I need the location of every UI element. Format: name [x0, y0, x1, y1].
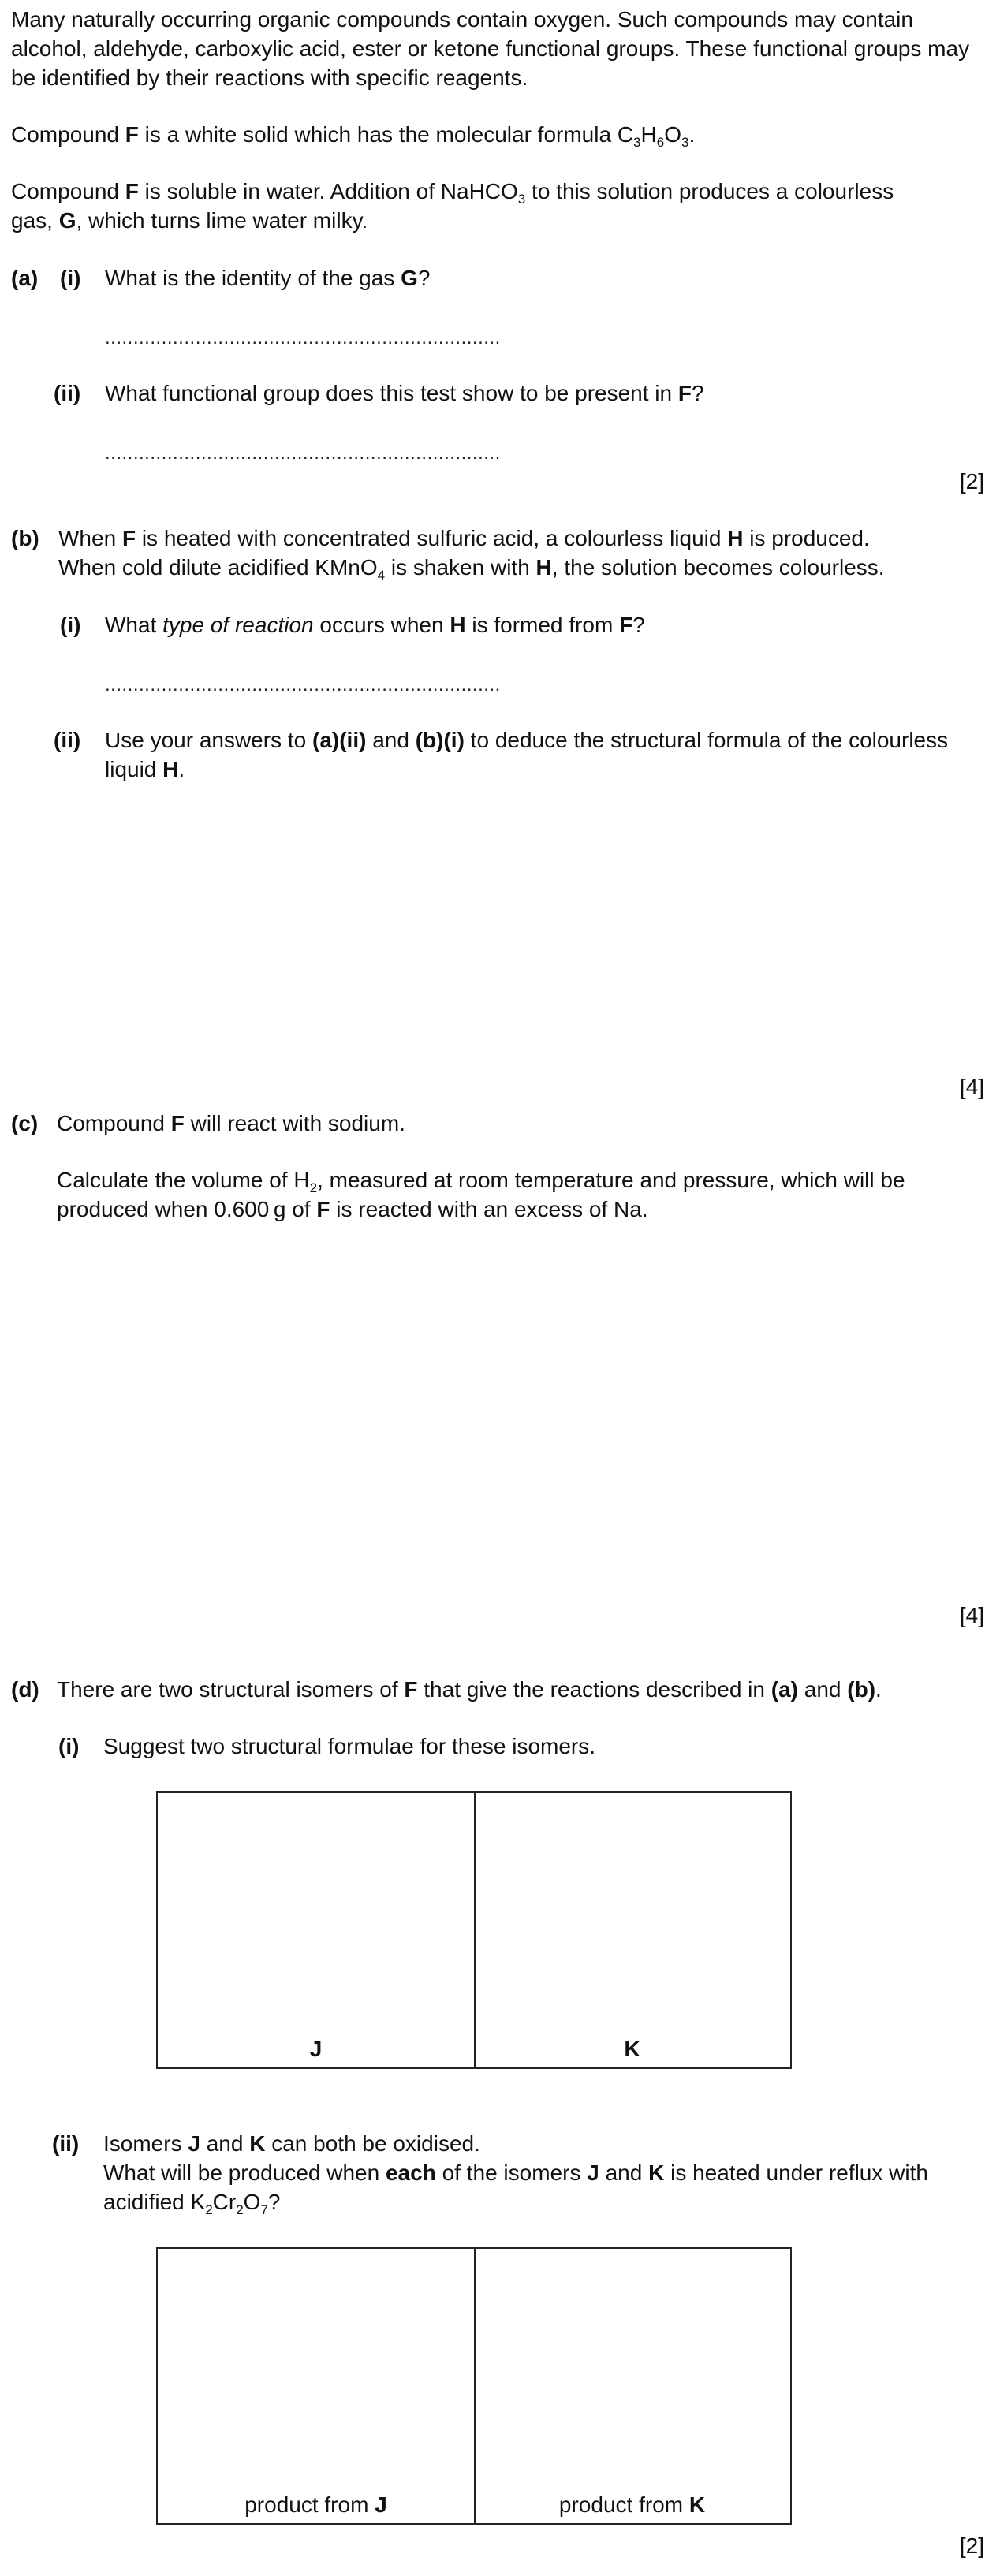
part-d-mark: [2] — [959, 2533, 984, 2558]
part-c-line-1: Compound F will react with sodium. — [57, 1111, 405, 1135]
product-k-cell[interactable] — [474, 2249, 790, 2523]
intro-paragraph-2: Compound F is a white solid which has the molecular formula $C_3H_6O_3$. — [11, 122, 696, 150]
part-b-label: (b) — [11, 526, 39, 550]
isomer-k-label: K — [624, 2037, 640, 2061]
part-b-ii-answer-space[interactable] — [105, 788, 980, 1064]
part-d-label: (d) — [11, 1677, 39, 1702]
part-b-i-question: What type of reaction occurs when H is formed from F? — [105, 613, 645, 637]
part-b-ii-label: (ii) — [54, 728, 81, 752]
part-d-i-question: Suggest two structural formulae for these isomers. — [103, 1734, 596, 1758]
part-c-line-3: produced when 0.600 g of F is reacted with an excess of Na. — [57, 1197, 648, 1221]
part-b-mark: [4] — [959, 1075, 984, 1099]
part-d-ii-label: (ii) — [52, 2131, 80, 2156]
product-k-label: product from K — [558, 2492, 706, 2517]
part-d-ii-line-2: What will be produced when each of the isomers J and K is heated under reflux with — [103, 2160, 928, 2185]
part-b-line-2: When cold dilute acidified KMnO$_4$ is shaken with H, the solution becomes colourless. — [58, 555, 885, 583]
part-c-answer-space[interactable] — [57, 1230, 979, 1593]
part-b-i-answer-line[interactable]: ...................................................................... — [105, 674, 501, 695]
part-d-ii-line-1: Isomers J and K can both be oxidised. — [103, 2131, 480, 2156]
part-a-ii-question: What functional group does this test show to be present in F? — [105, 381, 704, 405]
part-b-ii-line-1: Use your answers to (a)(ii) and (b)(i) to deduce the structural formula of the colourless — [105, 728, 949, 752]
intro-paragraph-1: Many naturally occurring organic compounds contain oxygen. Such compounds may contain alcohol, aldehyde, carboxylic acid, ester or ketone functional groups. These functional groups may be identified by their reactions with specific reagents. — [11, 7, 970, 90]
part-b-ii-line-2: liquid H. — [105, 757, 185, 781]
product-j-cell[interactable] — [158, 2249, 476, 2523]
part-d-ii-line-3: acidified $K_2Cr_2O_7$? — [103, 2190, 281, 2217]
part-c-line-2: Calculate the volume of $H_2$, measured at room temperature and pressure, which will be — [57, 1168, 905, 1195]
part-c-label: (c) — [11, 1111, 39, 1135]
part-a-ii-label: (ii) — [54, 381, 81, 405]
part-b-i-label: (i) — [60, 613, 81, 637]
part-d-line-1: There are two structural isomers of F that give the reactions described in (a) and (b). — [57, 1677, 882, 1702]
part-a-i-answer-line[interactable]: ...................................................................... — [105, 327, 501, 349]
intro-paragraph-3-line-2: gas, G, which turns lime water milky. — [11, 208, 368, 233]
intro-paragraph-3-line-1: Compound F is soluble in water. Addition of NaHCO$_3$ to this solution produces a colourless — [11, 179, 894, 207]
part-a-i-question: What is the identity of the gas G? — [105, 266, 431, 290]
products-answer-box — [156, 2247, 792, 2525]
part-a-ii-answer-line[interactable]: ...................................................................... — [105, 442, 501, 464]
part-d-i-label: (i) — [58, 1734, 80, 1758]
part-b-line-1: When F is heated with concentrated sulfuric acid, a colourless liquid H is produced. — [58, 526, 870, 550]
part-a-i-label: (i) — [60, 266, 81, 290]
part-a-label: (a) — [11, 266, 39, 290]
part-a-mark: [2] — [959, 469, 984, 494]
isomer-j-label: J — [309, 2037, 323, 2061]
isomer-k-cell[interactable] — [474, 1793, 790, 2067]
isomer-j-cell[interactable] — [158, 1793, 476, 2067]
product-j-label: product from J — [244, 2492, 387, 2517]
part-c-mark: [4] — [959, 1603, 984, 1627]
isomers-answer-box — [156, 1791, 792, 2069]
